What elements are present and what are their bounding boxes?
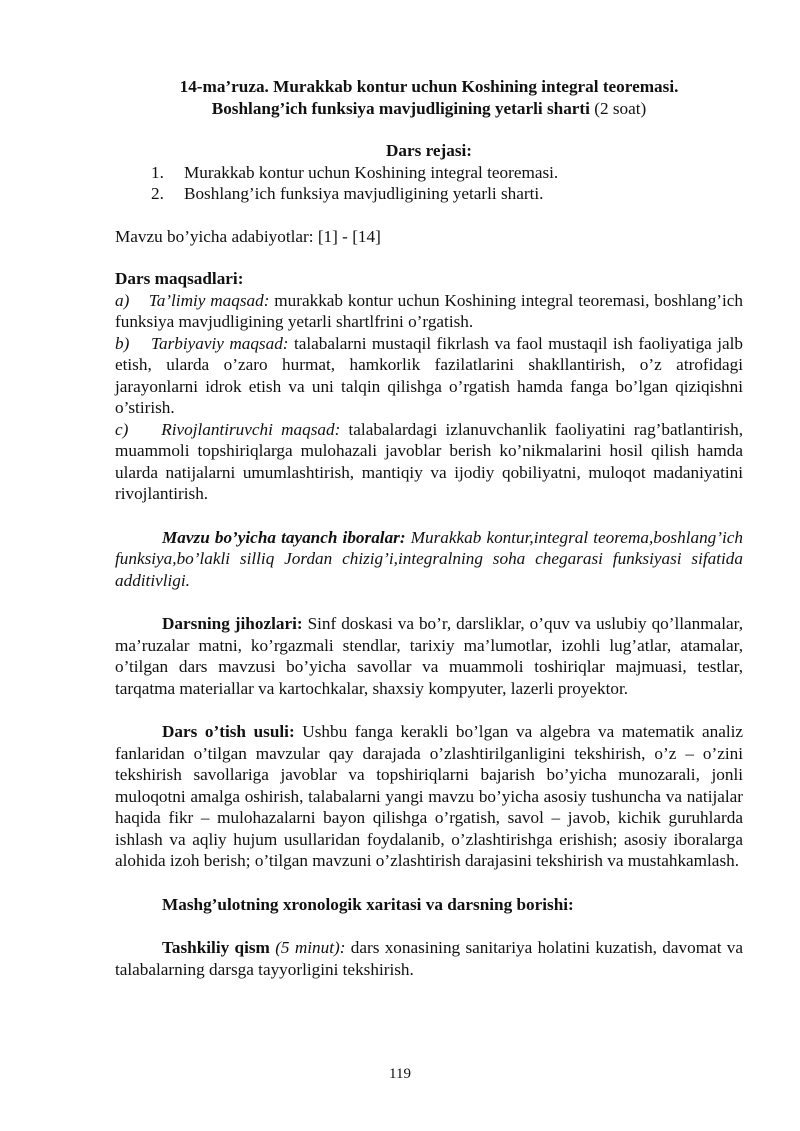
lecture-title xyxy=(115,76,743,119)
keywords-label: Mavzu bo’yicha tayanch iboralar: xyxy=(162,527,406,547)
goal-c-label: c) xyxy=(115,419,129,439)
goals-heading: Dars maqsadlari: xyxy=(115,269,244,288)
plan-item-text: Murakkab kontur uchun Koshining integral teoremasi. xyxy=(184,162,559,182)
equipment-text: Sinf doskasi va bo’r, darsliklar, o’quv va uslubiy qo’llanmalar, ma’ruzalar matni, ko’rgazmali stendlar, tarixiy ma’lumotlar, izohli lug’atlar, atamalar, o’tilgan dars mavzusi bo’yicha savollar va muammoli toshiriqlar majmuasi, testlar, tarqatma materiallar va kartochkalar, shaxsiy kompyuter, lazerli proyektor. xyxy=(115,614,743,698)
literature-line: Mavzu bo’yicha adabiyotlar: [1] - [14] xyxy=(115,226,381,246)
organizational-time: (5 minut): xyxy=(275,938,346,957)
method-label: Dars o’tish usuli: xyxy=(162,722,295,741)
method-text: Ushbu fanga kerakli bo’lgan va algebra va matematik analiz fanlaridan o’tilgan mavzular qay darajada o’zlashtirilganligini tekshirish, o’z – o’zini tekshirish savollariga javoblar va topshiriqlarni bajarish bo’yicha munozarali, jonli muloqotni amalga oshirish, talabalarni yangi mavzu bo’yicha asosiy tushuncha va natijalar haqida fikr – mulohazalarni bayon qilishga o’rgatish, savol – javob, kichik guruhlarda ishlash va aqliy hujum usullaridan foydalanib, o’zlashtirishga erishish; asosiy iboralarga alohida izoh berish; o’tilgan mavzuni o’zlashtirish darajasini tekshirish va mustahkamlash. xyxy=(115,722,743,870)
plan-item xyxy=(115,183,743,205)
goal-a-text: murakkab kontur uchun Koshining integral teoremasi, boshlang’ich funksiya mavjudligining yetarli shartlfrini o’rgatish. xyxy=(115,290,744,331)
goal-b-title: Tarbiyaviy maqsad: xyxy=(151,333,289,353)
equipment-label: Darsning jihozlari: xyxy=(162,614,303,633)
plan-item-text: Boshlang’ich funksiya mavjudligining yetarli sharti. xyxy=(184,184,544,203)
plan-heading: Dars rejasi: xyxy=(385,141,473,160)
title-line-1: 14-ma’ruza. Murakkab kontur uchun Koshining integral teoremasi. xyxy=(179,77,679,96)
goal-a-title: Ta’limiy maqsad: xyxy=(148,290,270,310)
document-page xyxy=(115,76,743,980)
title-hours: (2 soat) xyxy=(594,98,647,118)
goal-c xyxy=(115,419,743,505)
plan-item-number: 1. xyxy=(151,162,164,182)
page-number: 119 xyxy=(389,1066,411,1082)
method-paragraph xyxy=(115,721,743,872)
equipment-paragraph xyxy=(115,613,743,699)
organizational-paragraph xyxy=(115,937,743,980)
organizational-text: dars xonasining sanitariya holatini kuzatish, davomat va talabalarning darsga tayyorligini tekshirish. xyxy=(115,938,744,979)
title-line-2: Boshlang’ich funksiya mavjudligining yetarli sharti xyxy=(211,98,590,118)
goal-b xyxy=(115,333,743,419)
keywords-paragraph xyxy=(115,527,743,592)
goal-a-label: a) xyxy=(115,290,130,310)
plan-list xyxy=(115,162,743,205)
plan-item xyxy=(115,162,743,184)
goal-b-label: b) xyxy=(115,333,130,353)
goal-c-text: talabalardagi izlanuvchanlik faoliyatini rag’batlantirish, muammoli topshiriqlarga mulohazali javoblar berish ko’nikmalarini hosil qilish hamda ularda natijalarni umumlashtirish, mantiqiy va ijodiy qobiliyatni, muloqot madaniyatini rivojlantirish. xyxy=(115,419,744,503)
plan-item-number: 2. xyxy=(151,184,164,203)
goal-b-text: talabalarni mustaqil fikrlash va faol mustaqil ish faoliyatiga jalb etish, ularda o’zaro hurmat, hamkorlik fazilatlarini shakllantirish, o’z atrofidagi jarayonlarni idrok etish va uni talqin qilishga o’rgatish hamda fanga bo’lgan qiziqishni o’stirish. xyxy=(115,333,744,417)
organizational-label: Tashkiliy qism xyxy=(162,938,270,957)
chronology-heading: Mashg’ulotning xronologik xaritasi va darsning borishi: xyxy=(162,894,574,914)
goal-a xyxy=(115,290,743,333)
keywords-text: Murakkab kontur,integral teorema,boshlang’ich funksiya,bo’lakli silliq Jordan chizig’i,integralning soha chegarasi funksiyasi sifatida additivligi. xyxy=(115,527,743,590)
goal-c-title: Rivojlantiruvchi maqsad: xyxy=(161,419,341,439)
